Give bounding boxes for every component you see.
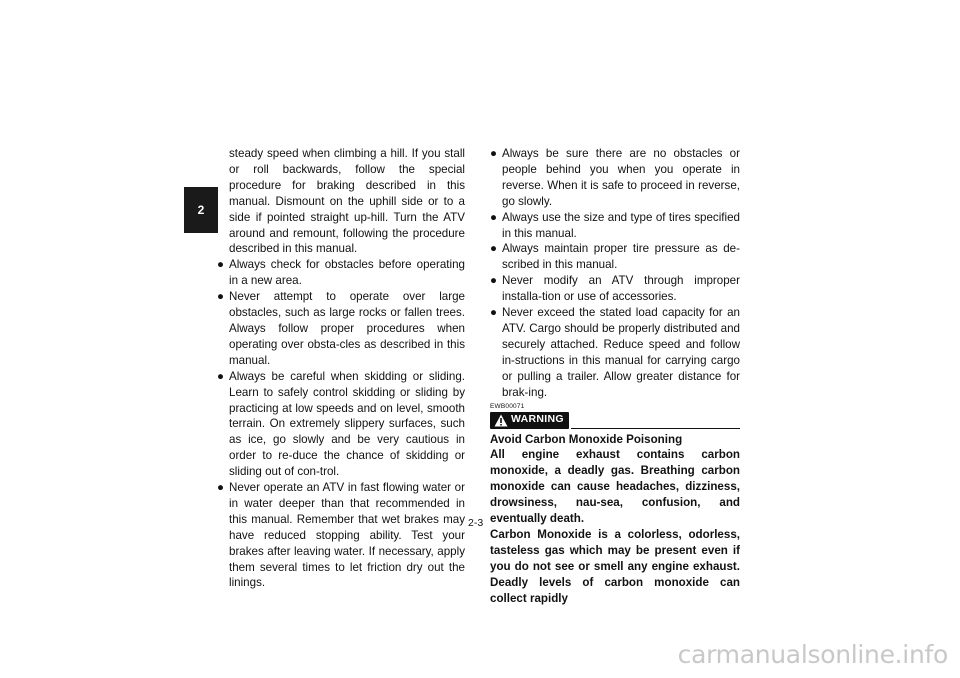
section-tab [184,187,218,233]
list-item-text: Always maintain proper tire pressure as de-scribed in this manual. [502,242,740,272]
list-item-text: Always check for obstacles before operating in a new area. [229,258,465,288]
list-item [490,241,740,273]
list-item-text: Always use the size and type of tires specified in this manual. [502,210,740,240]
list-item-text: Always be sure there are no obstacles or people behind you when you operate in reverse. When it is safe to proceed in reverse, go slowly. [502,147,740,208]
list-item [217,257,465,289]
bullet-icon: ● [217,369,225,383]
continuation-paragraph: steady speed when climbing a hill. If you stall or roll backwards, follow the special procedure for braking described in this manual. Dismount on the uphill side or to a side if pointed straight up-hill. Turn the ATV around and remount, following the procedure described in this manual. [229,147,465,256]
warning-rule [571,428,740,429]
list-item [490,305,740,400]
warning-header [490,412,740,429]
warning-body [490,432,740,607]
list-item-text: Always be careful when skidding or sliding. Learn to safely control skidding or sliding by practicing at low speeds and on level, smooth terrain. On extremely slippery surfaces, such as ice, go slowly and be very cautious in order to re-duce the chance of skidding or sliding out of con-trol. [229,369,465,479]
list-item [217,480,465,591]
bullet-icon: ● [490,210,498,224]
list-item-text: Never operate an ATV in fast flowing water or in water deeper than that recommended in this manual. Remember that wet brakes may have reduced stopping ability. Test your brakes after leaving water. If necessary, apply them several times to let friction dry out the linings. [229,481,465,590]
bullet-icon: ● [490,242,498,256]
bullet-icon: ● [490,274,498,288]
page-number: 2-3 [468,517,484,529]
warning-badge [490,412,569,429]
footer-watermark: carmanualsonline.info [677,640,948,669]
list-item [217,289,465,369]
list-item [217,369,465,480]
list-item [490,146,740,210]
list-item [490,273,740,305]
warning-triangle-icon [494,414,508,427]
bullet-icon: ● [217,290,225,304]
bullet-icon: ● [490,306,498,320]
bullet-icon: ● [217,258,225,272]
list-item-text: Never modify an ATV through improper installa-tion or use of accessories. [502,274,740,304]
right-column [490,146,740,606]
warning-title: Avoid Carbon Monoxide Poisoning [490,432,683,446]
bullet-icon: ● [490,147,498,160]
list-item [490,210,740,242]
warning-label: WARNING [511,413,564,426]
left-column [217,146,465,591]
section-tab-number: 2 [197,203,205,217]
list-item-text: Never exceed the stated load capacity for an ATV. Cargo should be properly distributed and securely attached. Reduce speed and follow in-structions in this manual for carrying cargo or pulling a trailer. Allow greater distance for brak-ing. [502,306,740,399]
list-item-text: Never attempt to operate over large obstacles, such as large rocks or fallen trees. Always follow proper procedures when operating over obsta-cles as described in this manual. [229,290,465,367]
warning-code: EWB00071 [490,402,525,410]
warning-paragraph: All engine exhaust contains carbon monoxide, a deadly gas. Breathing carbon monoxide can cause headaches, dizziness, drowsiness, nau-sea, confusion, and eventually death. [490,448,740,526]
warning-paragraph: Carbon Monoxide is a colorless, odorless, tasteless gas which may be present even if you do not see or smell any engine exhaust. Deadly levels of carbon monoxide can collect rapidly [490,527,740,605]
bullet-icon: ● [217,481,225,495]
